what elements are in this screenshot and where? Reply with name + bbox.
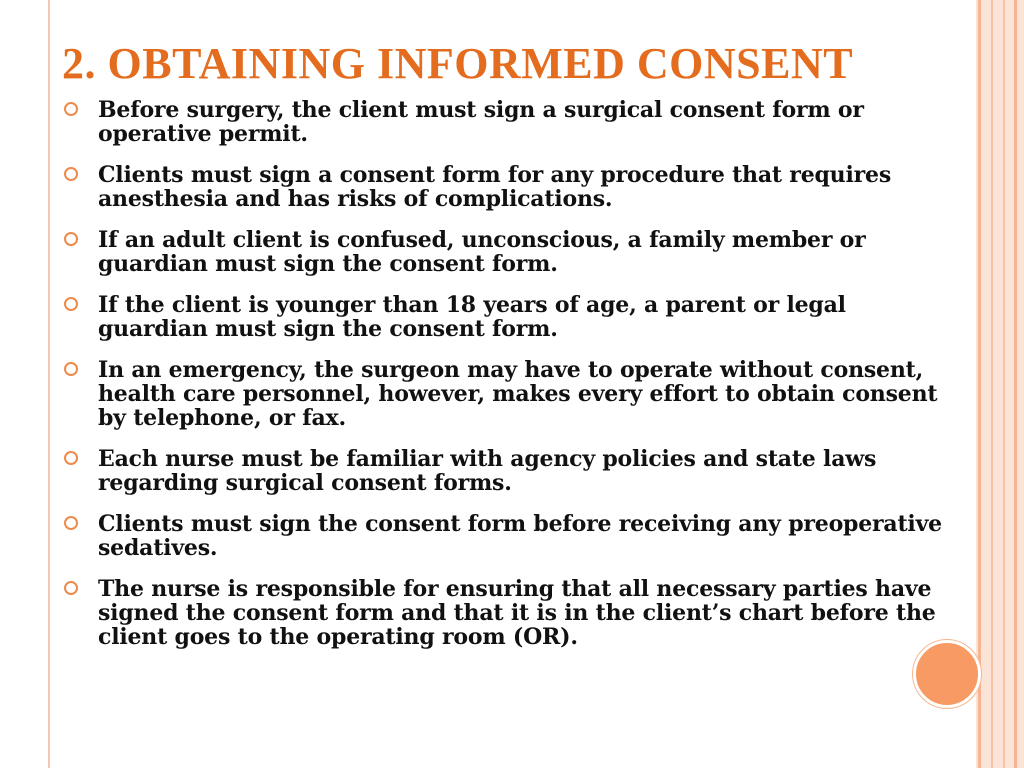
bullet-text: Each nurse must be familiar with agency policies and state laws regarding surgical consent forms.	[98, 446, 877, 496]
bullet-text: If the client is younger than 18 years of age, a parent or legal guardian must sign the consent form.	[98, 292, 846, 342]
bullet-text: In an emergency, the surgeon may have to operate without consent, health care personnel, however, makes every effort to obtain consent by telephone, or fax.	[98, 357, 938, 431]
right-stripe	[978, 0, 981, 768]
bullet-item	[62, 163, 962, 211]
hollow-circle-icon	[64, 297, 78, 311]
hollow-circle-icon	[64, 232, 78, 246]
left-border-line	[48, 0, 50, 768]
bullet-text: Before surgery, the client must sign a surgical consent form or operative permit.	[98, 97, 864, 147]
bullet-item	[62, 98, 962, 146]
bullet-item	[62, 228, 962, 276]
bullet-item	[62, 293, 962, 341]
bullet-text: The nurse is responsible for ensuring that all necessary parties have signed the consent form and that it is in the client’s chart before the client goes to the operating room (OR).	[98, 576, 936, 650]
bullet-item	[62, 577, 962, 649]
right-stripe	[1014, 0, 1017, 768]
hollow-circle-icon	[64, 102, 78, 116]
right-stripe	[991, 0, 993, 768]
hollow-circle-icon	[64, 516, 78, 530]
bullet-list	[62, 98, 962, 666]
hollow-circle-icon	[64, 167, 78, 181]
hollow-circle-icon	[64, 581, 78, 595]
bullet-item	[62, 447, 962, 495]
hollow-circle-icon	[64, 362, 78, 376]
right-stripe	[1003, 0, 1005, 768]
bullet-item	[62, 512, 962, 560]
bullet-text: Clients must sign the consent form before receiving any preoperative sedatives.	[98, 511, 942, 561]
slide-title: 2. OBTAINING INFORMED CONSENT	[62, 39, 854, 88]
bullet-item	[62, 358, 962, 430]
hollow-circle-icon	[64, 451, 78, 465]
bullet-text: Clients must sign a consent form for any procedure that requires anesthesia and has risks of complications.	[98, 162, 892, 212]
bullet-text: If an adult client is confused, unconscious, a family member or guardian must sign the consent form.	[98, 227, 866, 277]
